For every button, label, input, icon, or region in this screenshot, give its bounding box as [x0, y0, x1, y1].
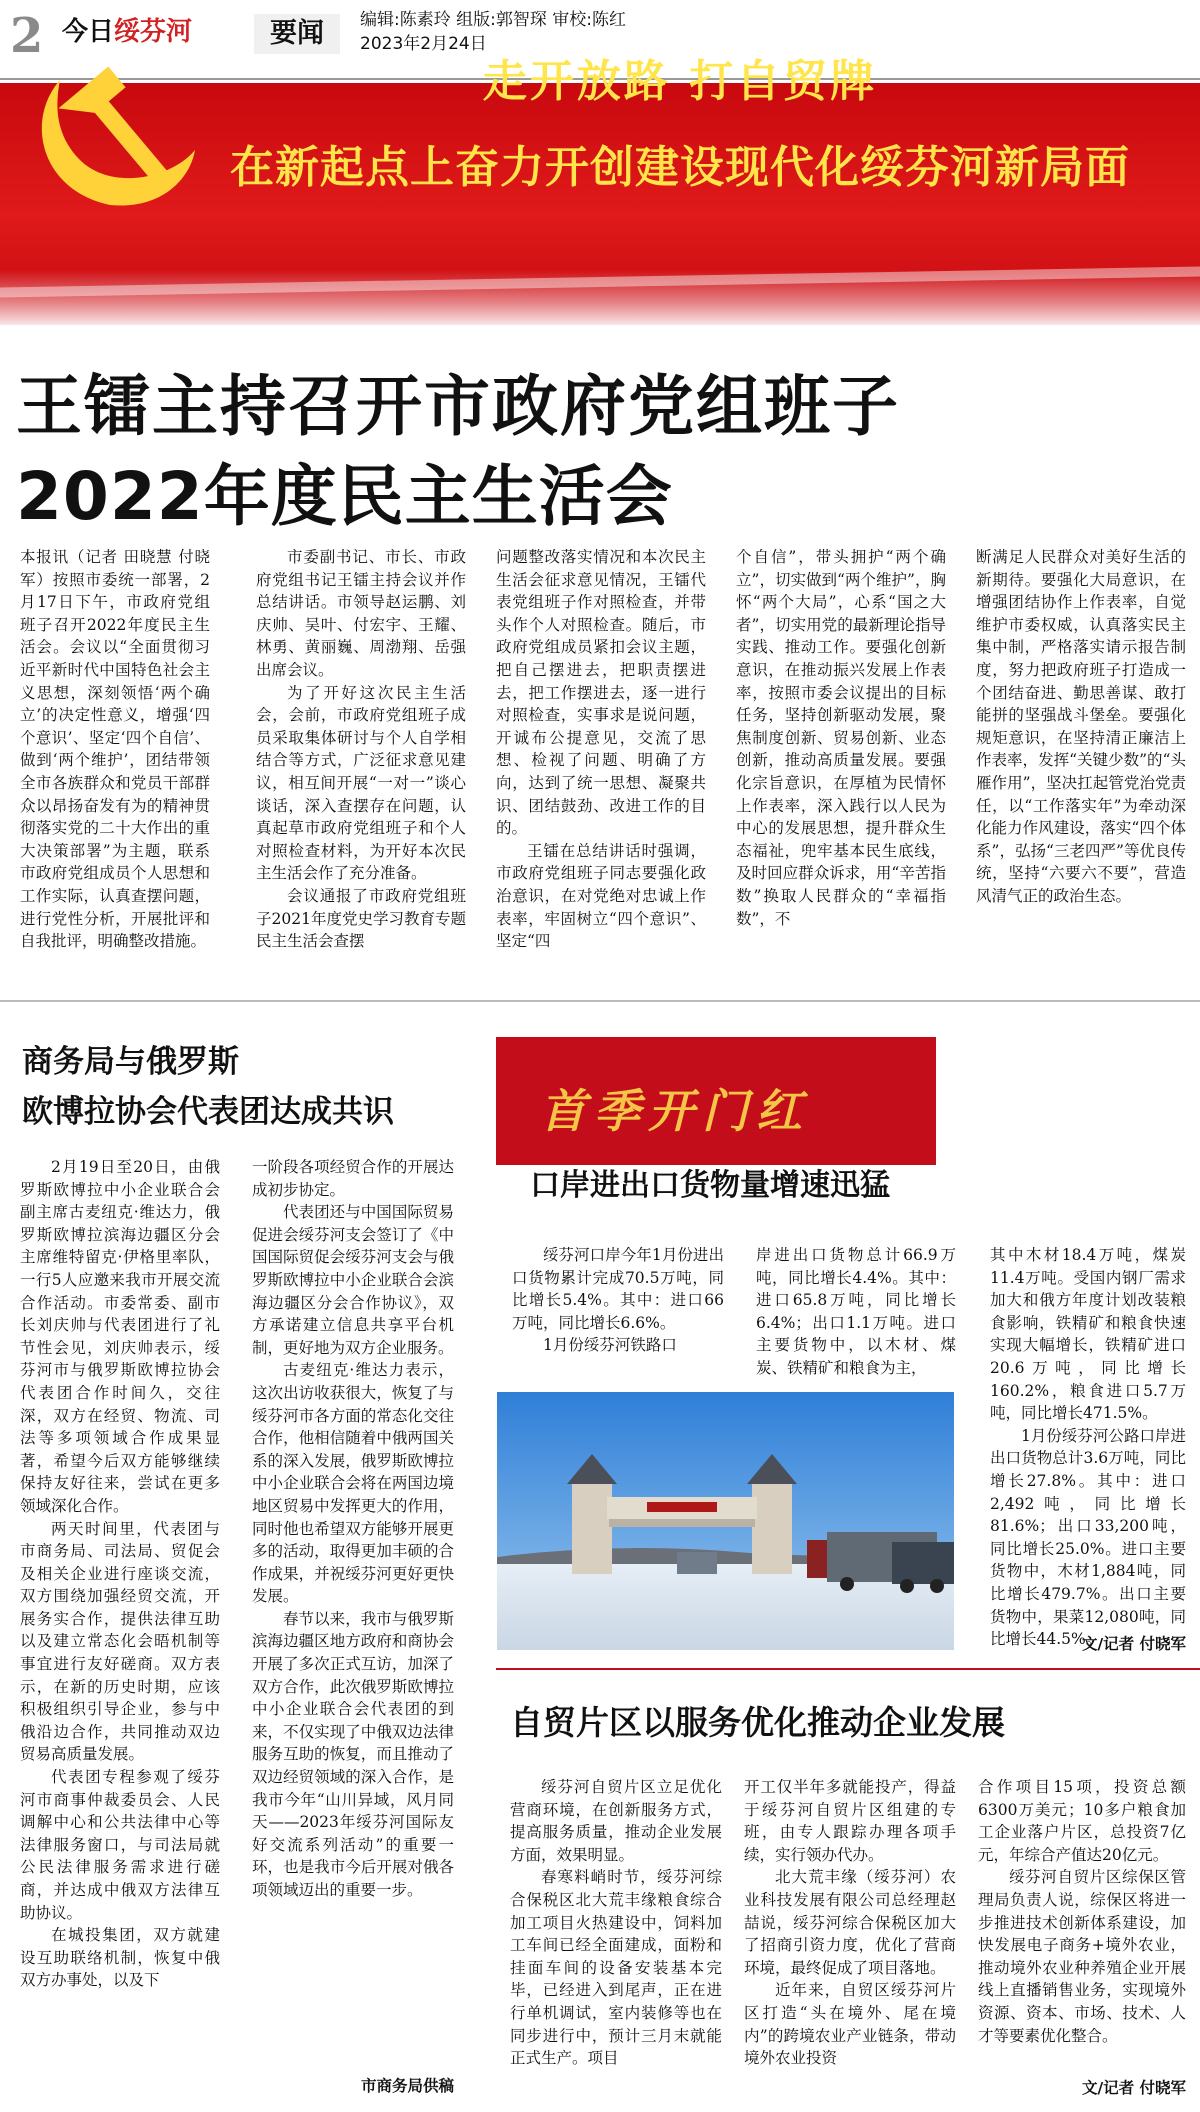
commerce-article-para: 两天时间里，代表团与市商务局、司法局、贸促会及相关企业进行座谈交流，双方围绕加强经贸交流，开展务实合作，提供法律互助以及建立常态化会晤机制等事宜进行友好磋商。双方表示，在新的历史时期，应该积极组织引导企业，参与中俄沿边合作，共同推动双边贸易高质量发展。: [20, 1519, 220, 1764]
commerce-article-para: 代表团还与中国国际贸易促进会绥芬河支会签订了《中国国际贸促会绥芬河支会与俄罗斯欧博拉中小企业联合会滨海边疆区分会合作协议》，双方承诺建立信息共享平台机制，更好地为双方企业服务。: [252, 1203, 454, 1357]
ftz-article-para: 开工仅半年多就能投产，得益于绥芬河自贸片区组建的专班，由专人跟踪办理各项手续，实行领办代办。: [744, 1778, 956, 1864]
lead-article-col1: [20, 546, 210, 986]
ftz-article-para: 近年来，自贸区绥芬河片区打造“头在境外、尾在境内”的跨境农业产业链条，带动境外农业投资: [744, 1981, 956, 2068]
lead-article-col4: [736, 546, 946, 986]
lead-article-para: 市委副书记、市长、市政府党组书记王镭主持会议并作总结讲话。市领导赵运鹏、刘庆帅、吴叶、付宏宇、王耀、林勇、黄丽巍、周渤翔、岳强出席会议。: [256, 548, 466, 679]
port-feature-col2: [756, 1244, 956, 1386]
commerce-article-para: 春节以来，我市与俄罗斯滨海边疆区地方政府和商协会开展了多次正式互访，加深了双方合作，此次俄罗斯欧博拉中小企业联合会代表团的到来，不仅实现了中俄双边法律服务互助的恢复，而且推动了双边经贸领域的深入合作，是我市今年“山川异域，风月同天——2023年绥芬河国际友好交流系列活动”的重要一环，也是我市今后开展对俄各项领域迈出的重要一步。: [252, 1609, 454, 1899]
paper-name-city: 绥芬河: [114, 17, 193, 47]
port-feature-col1: [512, 1244, 724, 1386]
lead-headline-line1: 王镭主持召开市政府党组班子: [16, 368, 900, 445]
lead-article-para: 断满足人民群众对美好生活的新期待。要强化大局意识，在增强团结协作上作表率，自觉维护市委权威，认真落实民主集中制，严格落实请示报告制度，努力把政府班子打造成一个团结奋进、勤思善谋、敢打能拼的坚强战斗堡垒。要强化规矩意识，在坚持清正廉洁上作表率，发挥“关键少数”的“头雁作用”，坚决扛起管党治党责任，以“工作落实年”为牵动深化能力作风建设，落实“四个体系”，弘扬“三老四严”等优良传统，坚持“六要六不要”，营造风清气正的政治生态。: [976, 548, 1186, 905]
commerce-headline-line1: 商务局与俄罗斯: [22, 1044, 239, 1080]
lead-article-col2: [256, 546, 466, 986]
port-feature-headline: 口岸进出口货物量增速迅猛: [530, 1168, 890, 1203]
ftz-article-para: 合作项目15项，投资总额6300万美元；10多户粮食加工企业落户片区，总投资7亿元，年综合产值达20亿元。: [978, 1778, 1186, 1864]
lead-article-para: 个自信”，带头拥护“两个确立”，切实做到“两个维护”，胸怀“两个大局”，心系“国之大者”，切实用党的最新理论指导实践、推动工作。要强化创新意识，在推动振兴发展上作表率，按照市委会议提出的目标任务，坚持创新驱动发展，聚焦制度创新、贸易创新、业态创新，推动高质量发展。要强化宗旨意识，在厚植为民情怀上作表率，深入践行以人民为中心的发展思想，提升群众生态福祉，兜牢基本民生底线，及时回应群众诉求，用“辛苦指数”换取人民群众的“幸福指数”，不: [736, 548, 946, 928]
banner-slogan-line1: 走开放路 打自贸牌: [482, 56, 878, 107]
paper-name-prefix: 今日: [62, 17, 115, 47]
banner-slogan-line2: 在新起点上奋力开创建设现代化绥芬河新局面: [230, 142, 1130, 193]
section-label: 要闻: [254, 14, 340, 54]
ftz-article-para: 春寒料峭时节，绥芬河综合保税区北大荒丰缘粮食综合加工项目火热建设中，饲料加工车间已经全面建成，面粉和挂面车间的设备安装基本完毕，已经进入到尾声，正在进行单机调试，室内装修等也在同步进行中，预计三月末就能正式生产。项目: [510, 1868, 722, 2068]
commerce-article-col2: [252, 1156, 454, 2066]
party-emblem-icon: [20, 40, 200, 220]
commerce-article-signature: 市商务局供稿: [360, 2077, 454, 2095]
commerce-article-para: 在城投集团，双方就建设互助联络机制，恢复中俄双方办事处，以及下: [20, 1926, 220, 1990]
port-feature-para: 岸进出口货物总计66.9万吨，同比增长4.4%。其中：进口65.8万吨，同比增长6.4%；出口1.1万吨。进口主要货物中，以木材、煤炭、铁精矿和粮食为主，: [756, 1246, 956, 1377]
editor-credits: 编辑:陈素玲 组版:郭智琛 审校:陈红: [360, 10, 626, 30]
port-feature-para: 1月份绥芬河公路口岸进出口货物总计3.6万吨，同比增长27.8%。其中：进口2,492吨，同比增长81.6%；出口33,200吨，同比增长25.0%。进口主要货物中，木材1,884吨，同比增长479.7%。出口主要货物中，果菜12,080吨，同比增长44.5%。: [990, 1426, 1186, 1649]
section-divider: [0, 1000, 1200, 1002]
port-feature-para: 1月份绥芬河铁路口: [543, 1336, 677, 1355]
port-feature-signature: 文/记者 付晓军: [1081, 1635, 1186, 1653]
commerce-article-para: 一阶段各项经贸合作的开展达成初步协定。: [252, 1158, 454, 1199]
commerce-article-para: 代表团专程参观了绥芬河市商事仲裁委员会、人民调解中心和公共法律中心等法律服务窗口，与司法局就公民法律服务需求进行磋商，并达成中俄双方法律互助协议。: [20, 1768, 220, 1922]
lead-article-para: 王镭在总结讲话时强调，市政府党组班子同志要强化政治意识，在对党绝对忠诚上作表率，牢固树立“四个意识”、坚定“四: [496, 841, 706, 951]
port-feature-calligraphy: 首季开门红: [540, 1084, 810, 1138]
ftz-article-col2: [744, 1776, 956, 2076]
ftz-article-col1: [510, 1776, 722, 2076]
publication-date: 2023年2月24日: [360, 34, 487, 54]
lead-article-para: 为了开好这次民主生活会，会前，市政府党组班子成员采取集体研讨与个人自学相结合等方式，广泛征求意见建议，相互间开展“一对一”谈心谈话，深入查摆存在问题，认真起草市政府党组班子和个人对照检查材料，为开好本次民主生活会作了充分准备。: [256, 683, 466, 883]
ftz-headline: 自贸片区以服务优化推动企业发展: [510, 1703, 1005, 1742]
lead-article-para: 本报讯（记者 田晓慧 付晓军）按照市委统一部署，2月17日下午，市政府党组班子召开2022年度民主生活会。会议以“全面贯彻习近平新时代中国特色社会主义思想，深刻领悟‘两个确立’的决定性意义，增强‘四个意识’、坚定‘四个自信’、做到‘两个维护’，团结带领全市各族群众和党员干部群众以昂扬奋发有为的精神贯彻落实党的二十大作出的重大决策部署”为主题，联系市政府党组成员个人思想和工作实际，认真查摆问题，进行党性分析，开展批评和自我批评，明确整改措施。: [20, 548, 210, 951]
lead-article-col3: [496, 546, 706, 986]
page-number: 2: [10, 8, 44, 64]
ftz-article-col3: [978, 1776, 1186, 2046]
commerce-article-para: 2月19日至20日，由俄罗斯欧博拉中小企业联合会副主席古麦纽克·维达力，俄罗斯欧博拉滨海边疆区分会主席维特留克·伊格里率队，一行5人应邀来我市开展交流合作活动。市委常委、副市长刘庆帅与代表团进行了礼节性会见，刘庆帅表示，绥芬河市与俄罗斯欧博拉协会代表团合作时间久，交往深，双方在经贸、物流、司法等多项领域合作成果显著，希望今后双方能够继续保持友好往来，尝试在更多领域深化合作。: [20, 1158, 220, 1515]
banner-wave-fade: [0, 270, 1200, 325]
port-gate-photo: [497, 1392, 954, 1650]
ftz-article-para: 北大荒丰缘（绥芬河）农业科技发展有限公司总经理赵喆说，绥芬河综合保税区加大了招商引资力度，优化了营商环境，最终促成了项目落地。: [744, 1868, 956, 1977]
ftz-article-para: 绥芬河自贸片区立足优化营商环境，在创新服务方式，提高服务质量，推动企业发展方面，效果明显。: [510, 1778, 722, 1864]
lead-article-para: 问题整改落实情况和本次民主生活会征求意见情况，王镭代表党组班子作对照检查，并带头作个人对照检查。随后，市政府党组成员紧扣会议主题，把自己摆进去，把职责摆进去，把工作摆进去，逐一进行对照检查，实事求是说问题，开诚布公提意见，交流了思想、检视了问题、明确了方向，达到了统一思想、凝聚共识、团结鼓劲、改进工作的目的。: [496, 548, 706, 838]
lead-article-col5: [976, 546, 1186, 986]
commerce-headline-line2: 欧博拉协会代表团达成共识: [22, 1094, 394, 1130]
box-inner-divider: [496, 1668, 1200, 1670]
ftz-article-signature: 文/记者 付晓军: [1081, 2079, 1186, 2097]
lead-article-para: 会议通报了市政府党组班子2021年度党史学习教育专题民主生活会查摆: [256, 886, 466, 951]
port-feature-para: 其中木材18.4万吨，煤炭11.4万吨。受国内钢厂需求加大和俄方年度计划改装粮食影响，铁精矿和粮食快速实现大幅增长，铁精矿进口20.6万吨，同比增长160.2%，粮食进口5.7万吨，同比增长471.5%。: [990, 1246, 1186, 1423]
lead-headline-line2: 2022年度民主生活会: [16, 458, 673, 535]
commerce-article-col1: [20, 1156, 220, 2076]
commerce-article-para: 古麦纽克·维达力表示，这次出访收获很大，恢复了与绥芬河市各方面的常态化交往合作，他相信随着中俄两国关系的深入发展，俄罗斯欧博拉中小企业联合会将在两国边境地区贸易中发挥更大的作用，同时他也希望双方能够开展更多的活动，取得更加丰硕的合作成果，并祝绥芬河更好更快发展。: [252, 1361, 454, 1606]
port-feature-para: 绥芬河口岸今年1月份进出口货物累计完成70.5万吨，同比增长5.4%。其中：进口66万吨，同比增长6.6%。: [512, 1246, 724, 1332]
ftz-article-para: 绥芬河自贸片区综保区管理局负责人说，综保区将进一步推进技术创新体系建设，加快发展电子商务+境外农业，推动境外农业种养殖企业开展线上直播销售业务，实现境外资源、资本、市场、技术、人才等要素优化整合。: [978, 1868, 1186, 2045]
